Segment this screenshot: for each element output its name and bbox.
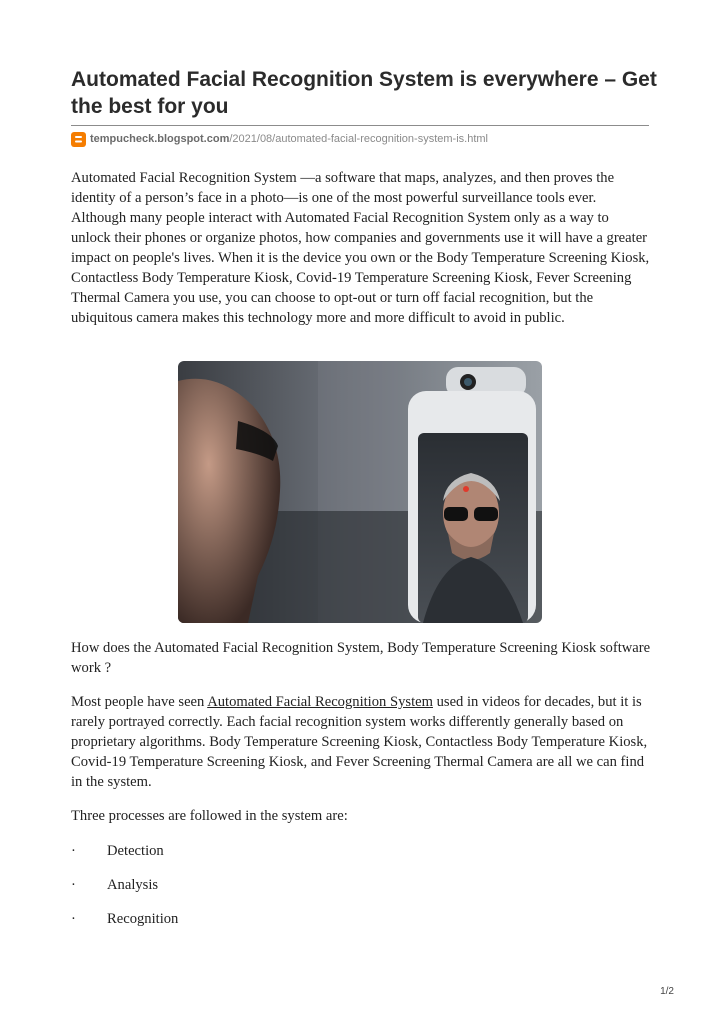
bullet-dot: · bbox=[71, 877, 76, 893]
page-number: 1/2 bbox=[660, 986, 674, 997]
kiosk-photo bbox=[178, 361, 542, 623]
processes-intro: Three processes are followed in the system are: bbox=[71, 808, 348, 824]
source-domain[interactable]: tempucheck.blogspot.com bbox=[90, 133, 230, 145]
list-item bbox=[71, 841, 164, 861]
list-item bbox=[71, 875, 158, 895]
paragraph-text-end: used in videos for decades, but it is rarely portrayed correctly. Each facial recognition system works differently generally based on proprietary algorithms. Body Temperature Screening Kiosk, Contactless Body Temperature Kiosk, Covid-19 Temperature Screening Kiosk, and Fever Screening Thermal Camera are all we can find in the system. bbox=[71, 694, 648, 790]
bullet-dot: · bbox=[71, 911, 76, 927]
facial-recognition-link[interactable]: Automated Facial Recognition System bbox=[207, 694, 433, 710]
question-paragraph: How does the Automated Facial Recognition System, Body Temperature Screening Kiosk software work ? bbox=[71, 640, 651, 676]
blogger-icon bbox=[71, 132, 86, 147]
source-line bbox=[71, 131, 488, 147]
list-item-label: Analysis bbox=[107, 877, 159, 893]
list-item bbox=[71, 909, 178, 929]
article-title: Automated Facial Recognition System is everywhere – Get the best for you bbox=[71, 68, 657, 118]
explanation-paragraph bbox=[71, 692, 651, 792]
title-divider bbox=[71, 125, 649, 126]
list-item-label: Recognition bbox=[107, 911, 179, 927]
paragraph-text-start: Most people have seen bbox=[71, 694, 208, 710]
list-item-label: Detection bbox=[107, 843, 164, 859]
bullet-dot: · bbox=[71, 843, 76, 859]
intro-paragraph: Automated Facial Recognition System —a software that maps, analyzes, and then proves the identity of a person’s face in a photo—is one of the most powerful surveillance tools ever. Although many people interact with Automated Facial Recognition System only as a way to unlock their phones or organize photos, how companies and governments use it will have a greater impact on people's lives. When it is the device you own or the Body Temperature Screening Kiosk, Contactless Body Temperature Kiosk, Covid-19 Temperature Screening Kiosk, Fever Screening Thermal Camera you use, you can choose to opt-out or turn off facial recognition, but the ubiquitous camera makes this technology more and more difficult to avoid in public. bbox=[71, 170, 650, 326]
source-path[interactable]: /2021/08/automated-facial-recognition-system-is.html bbox=[229, 133, 488, 145]
